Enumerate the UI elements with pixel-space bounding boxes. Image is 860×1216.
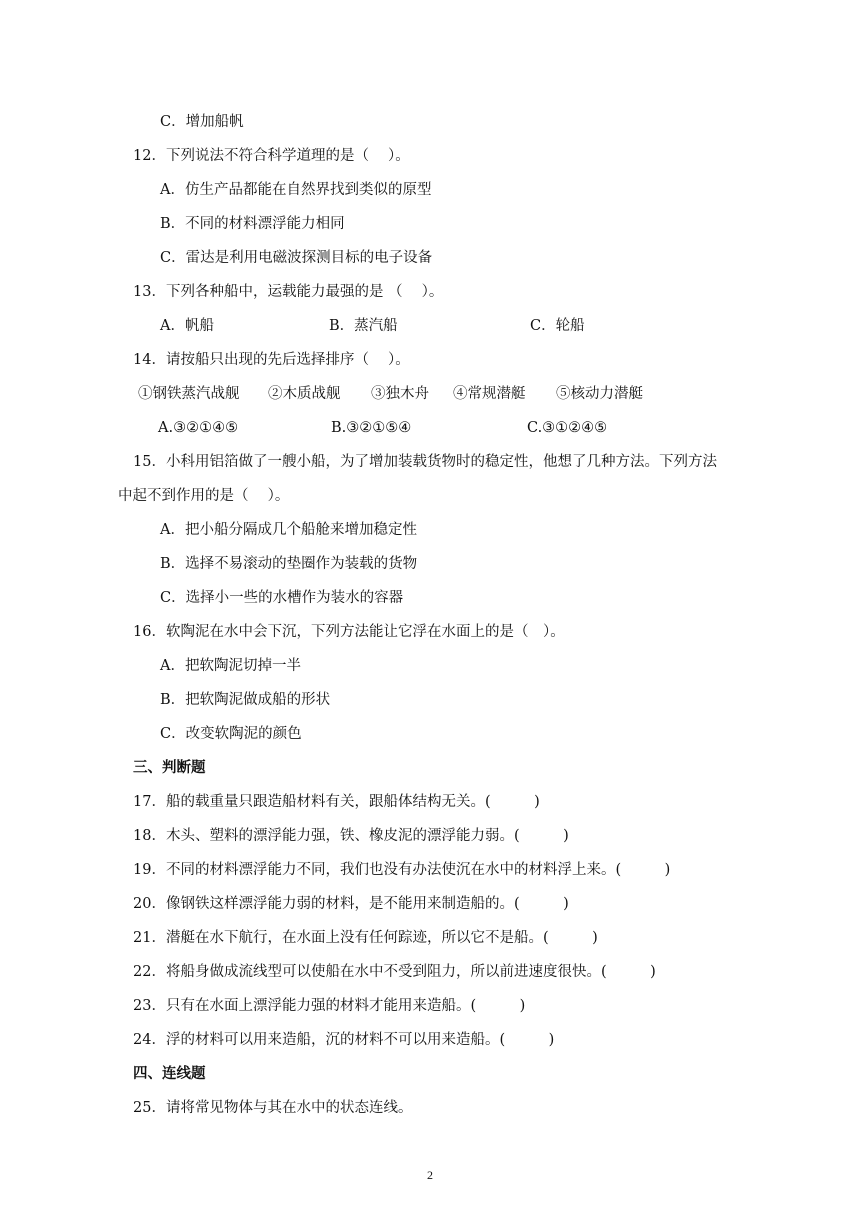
- question-24: 24．浮的材料可以用来造船，沉的材料不可以用来造船。( ): [133, 1032, 555, 1048]
- option-12b: B．不同的材料漂浮能力相同: [160, 216, 345, 232]
- question-19: 19．不同的材料漂浮能力不同，我们也没有办法使沉在水中的材料浮上来。( ): [133, 862, 671, 878]
- question-21: 21．潜艇在水下航行，在水面上没有任何踪迹，所以它不是船。( ): [133, 930, 598, 946]
- question-16: 16．软陶泥在水中会下沉，下列方法能让它浮在水面上的是（ ）。: [133, 624, 565, 640]
- question-23: 23．只有在水面上漂浮能力强的材料才能用来造船。( ): [133, 998, 526, 1014]
- ship-item-3: ③独木舟: [371, 386, 429, 402]
- option-13c: C．轮船: [530, 318, 585, 334]
- option-16c: C．改变软陶泥的颜色: [160, 726, 302, 742]
- section-heading-4: 四、连线题: [133, 1065, 206, 1082]
- question-12: 12．下列说法不符合科学道理的是（ ）。: [133, 148, 410, 164]
- option-16a: A．把软陶泥切掉一半: [160, 658, 301, 674]
- option-13a: A．帆船: [160, 318, 214, 334]
- question-22: 22．将船身做成流线型可以使船在水中不受到阻力，所以前进速度很快。( ): [133, 964, 656, 980]
- ship-item-5: ⑤核动力潜艇: [556, 386, 643, 402]
- option-15b: B．选择不易滚动的垫圈作为装载的货物: [160, 556, 418, 572]
- option-13b: B．蒸汽船: [329, 318, 398, 334]
- question-18: 18．木头、塑料的漂浮能力强，铁、橡皮泥的漂浮能力弱。( ): [133, 828, 569, 844]
- question-15-cont: 中起不到作用的是（ ）。: [118, 488, 290, 504]
- option-12a: A．仿生产品都能在自然界找到类似的原型: [160, 182, 432, 198]
- ship-item-4: ④常规潜艇: [453, 386, 526, 402]
- option-15c: C．选择小一些的水槽作为装水的容器: [160, 590, 404, 606]
- option-14b: B.③②①⑤④: [331, 420, 412, 436]
- question-17: 17．船的载重量只跟造船材料有关，跟船体结构无关。( ): [133, 794, 540, 810]
- option-16b: B．把软陶泥做成船的形状: [160, 692, 331, 708]
- ship-item-1: ①钢铁蒸汽战舰: [138, 386, 240, 402]
- question-13: 13．下列各种船中，运载能力最强的是 （ ）。: [133, 284, 444, 300]
- option-14a: A.③②①④⑤: [158, 420, 239, 436]
- option-15a: A．把小船分隔成几个船舱来增加稳定性: [160, 522, 417, 538]
- question-15: 15．小科用铝箔做了一艘小船，为了增加装载货物时的稳定性，他想了几种方法。下列方法: [133, 454, 717, 470]
- question-20: 20．像钢铁这样漂浮能力弱的材料，是不能用来制造船的。( ): [133, 896, 569, 912]
- option-12c: C．雷达是利用电磁波探测目标的电子设备: [160, 250, 433, 266]
- section-heading-3: 三、判断题: [133, 759, 206, 776]
- question-14: 14．请按船只出现的先后选择排序（ ）。: [133, 352, 410, 368]
- page-number: 2: [427, 1168, 433, 1182]
- ship-item-2: ②木质战舰: [268, 386, 341, 402]
- question-25: 25．请将常见物体与其在水中的状态连线。: [133, 1100, 413, 1116]
- option-11c: C．增加船帆: [160, 114, 244, 130]
- option-14c: C.③①②④⑤: [527, 420, 608, 436]
